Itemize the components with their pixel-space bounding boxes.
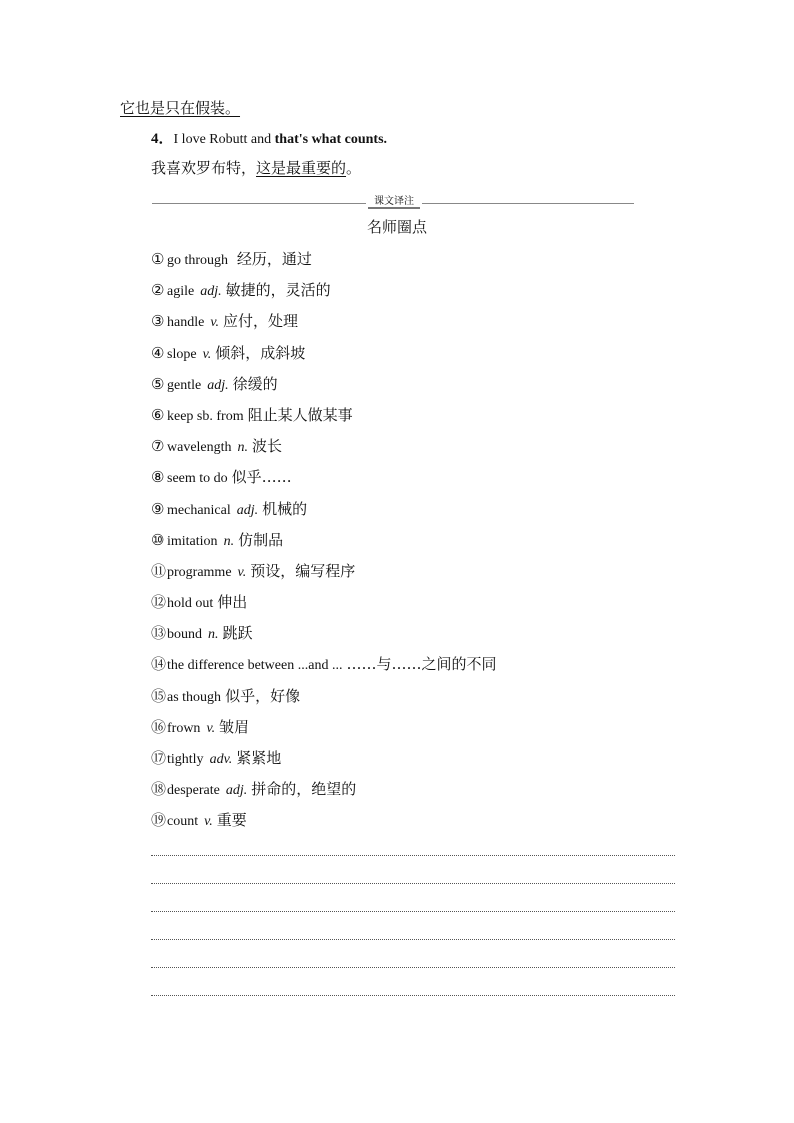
translation-end: 。 — [346, 159, 362, 177]
note-chinese-meaning: 徐缓的 — [232, 374, 278, 393]
note-english-term: mechanical — [167, 502, 231, 518]
note-chinese-meaning: ……与……之间的不同 — [346, 655, 497, 674]
note-part-of-speech: v. — [210, 315, 220, 331]
note-marker: ⑱ — [151, 780, 167, 799]
note-chinese-meaning: 阻止某人做某事 — [247, 405, 353, 424]
note-marker: ⑲ — [151, 811, 167, 830]
note-item — [151, 405, 496, 436]
note-part-of-speech: adv. — [209, 752, 233, 767]
note-part-of-speech: n. — [237, 440, 249, 456]
note-item — [151, 343, 496, 374]
dotted-writing-line — [151, 883, 675, 884]
dotted-writing-line — [151, 939, 675, 940]
note-chinese-meaning: 敏捷的，灵活的 — [225, 281, 331, 300]
note-part-of-speech: n. — [223, 533, 235, 549]
note-item — [151, 561, 496, 592]
note-chinese-meaning: 预设，编写程序 — [250, 561, 356, 580]
note-marker: ⑯ — [151, 717, 167, 736]
note-english-term: tightly — [167, 752, 204, 767]
note-part-of-speech: adj. — [225, 783, 248, 799]
note-marker: ⑬ — [151, 624, 167, 643]
note-english-term: imitation — [167, 533, 218, 549]
note-marker: ⑤ — [151, 374, 165, 393]
note-english-term: keep sb. from — [167, 408, 244, 424]
note-chinese-meaning: 倾斜，成斜坡 — [215, 343, 306, 362]
item-number: 4． — [151, 131, 174, 147]
note-part-of-speech: n. — [208, 627, 219, 643]
note-marker: ⑫ — [151, 593, 167, 612]
note-chinese-meaning: 波长 — [252, 437, 283, 456]
note-marker: ⑰ — [151, 749, 167, 767]
note-english-term: slope — [167, 346, 197, 362]
note-marker: ④ — [151, 343, 165, 362]
note-english-term: hold out — [167, 596, 214, 612]
dotted-writing-line — [151, 995, 675, 996]
note-item — [151, 311, 496, 342]
note-chinese-meaning: 伸出 — [217, 593, 248, 612]
note-chinese-meaning: 经历，通过 — [232, 250, 312, 268]
note-part-of-speech: v. — [202, 346, 212, 362]
note-item — [151, 623, 496, 654]
note-item — [151, 249, 496, 280]
section-heading: 名师圈点 — [366, 218, 427, 236]
sentence-plain: I love Robutt and — [173, 132, 275, 147]
note-part-of-speech: adj. — [200, 284, 222, 300]
note-chinese-meaning: 跳跃 — [222, 624, 253, 643]
note-english-term: programme — [167, 564, 232, 580]
note-part-of-speech: v. — [204, 814, 213, 830]
note-chinese-meaning: 机械的 — [262, 499, 308, 518]
note-english-term: the difference between ...and ... — [167, 658, 343, 674]
section-tag: 课文译注 — [366, 195, 422, 209]
note-english-term: gentle — [167, 377, 202, 393]
note-item — [151, 499, 496, 530]
note-chinese-meaning: 仿制品 — [238, 530, 284, 549]
note-item — [151, 686, 496, 717]
note-marker: ⑮ — [151, 686, 167, 705]
note-english-term: wavelength — [167, 440, 232, 456]
blank-writing-lines — [151, 855, 675, 1023]
note-marker: ⑭ — [151, 655, 167, 674]
dotted-writing-line — [151, 855, 675, 856]
vocabulary-notes-list — [151, 249, 496, 842]
note-item — [151, 592, 496, 623]
note-marker: ② — [151, 281, 165, 300]
note-part-of-speech: v. — [206, 720, 216, 736]
note-marker: ⑨ — [151, 499, 165, 518]
note-item — [151, 810, 496, 841]
note-chinese-meaning: 重要 — [216, 811, 247, 830]
note-chinese-meaning: 似乎，好像 — [225, 686, 301, 705]
example-sentence-4 — [151, 128, 387, 150]
note-item — [151, 654, 496, 685]
note-item — [151, 467, 496, 498]
note-marker: ⑪ — [151, 561, 167, 580]
note-english-term: frown — [167, 720, 201, 736]
note-english-term: bound — [167, 627, 202, 643]
translation-plain: 我喜欢罗布特， — [151, 159, 257, 177]
note-item — [151, 374, 496, 405]
note-marker: ⑧ — [151, 468, 165, 487]
note-chinese-meaning: 应付，处理 — [223, 312, 299, 331]
sentence-bold: that's what counts. — [274, 132, 388, 147]
note-english-term: agile — [167, 284, 195, 300]
note-part-of-speech: adj. — [207, 377, 229, 393]
dotted-writing-line — [151, 911, 675, 912]
note-english-term: desperate — [167, 783, 220, 799]
note-item — [151, 280, 496, 311]
note-item — [151, 530, 496, 561]
note-item — [151, 748, 496, 779]
note-chinese-meaning: 紧紧地 — [236, 749, 282, 767]
note-part-of-speech: adj. — [236, 502, 259, 518]
note-marker: ③ — [151, 312, 165, 331]
note-chinese-meaning: 似乎…… — [231, 468, 292, 487]
note-marker: ① — [151, 250, 165, 268]
note-item — [151, 779, 496, 810]
translation-underlined: 这是最重要的 — [256, 159, 347, 177]
translation-line-3: 它也是只在假装。 — [120, 99, 241, 117]
note-part-of-speech: v. — [237, 564, 247, 580]
note-item — [151, 717, 496, 748]
note-english-term: count — [167, 814, 199, 830]
dotted-writing-line — [151, 967, 675, 968]
note-english-term: go through — [167, 253, 229, 268]
note-chinese-meaning: 皱眉 — [219, 717, 250, 736]
note-marker: ⑥ — [151, 405, 165, 424]
note-item — [151, 436, 496, 467]
note-english-term: as though — [167, 689, 222, 705]
translation-line-4 — [151, 158, 361, 178]
note-english-term: seem to do — [167, 471, 228, 487]
note-marker: ⑦ — [151, 437, 165, 456]
note-english-term: handle — [167, 315, 205, 331]
note-marker: ⑩ — [151, 530, 165, 549]
note-chinese-meaning: 拼命的，绝望的 — [251, 780, 357, 799]
